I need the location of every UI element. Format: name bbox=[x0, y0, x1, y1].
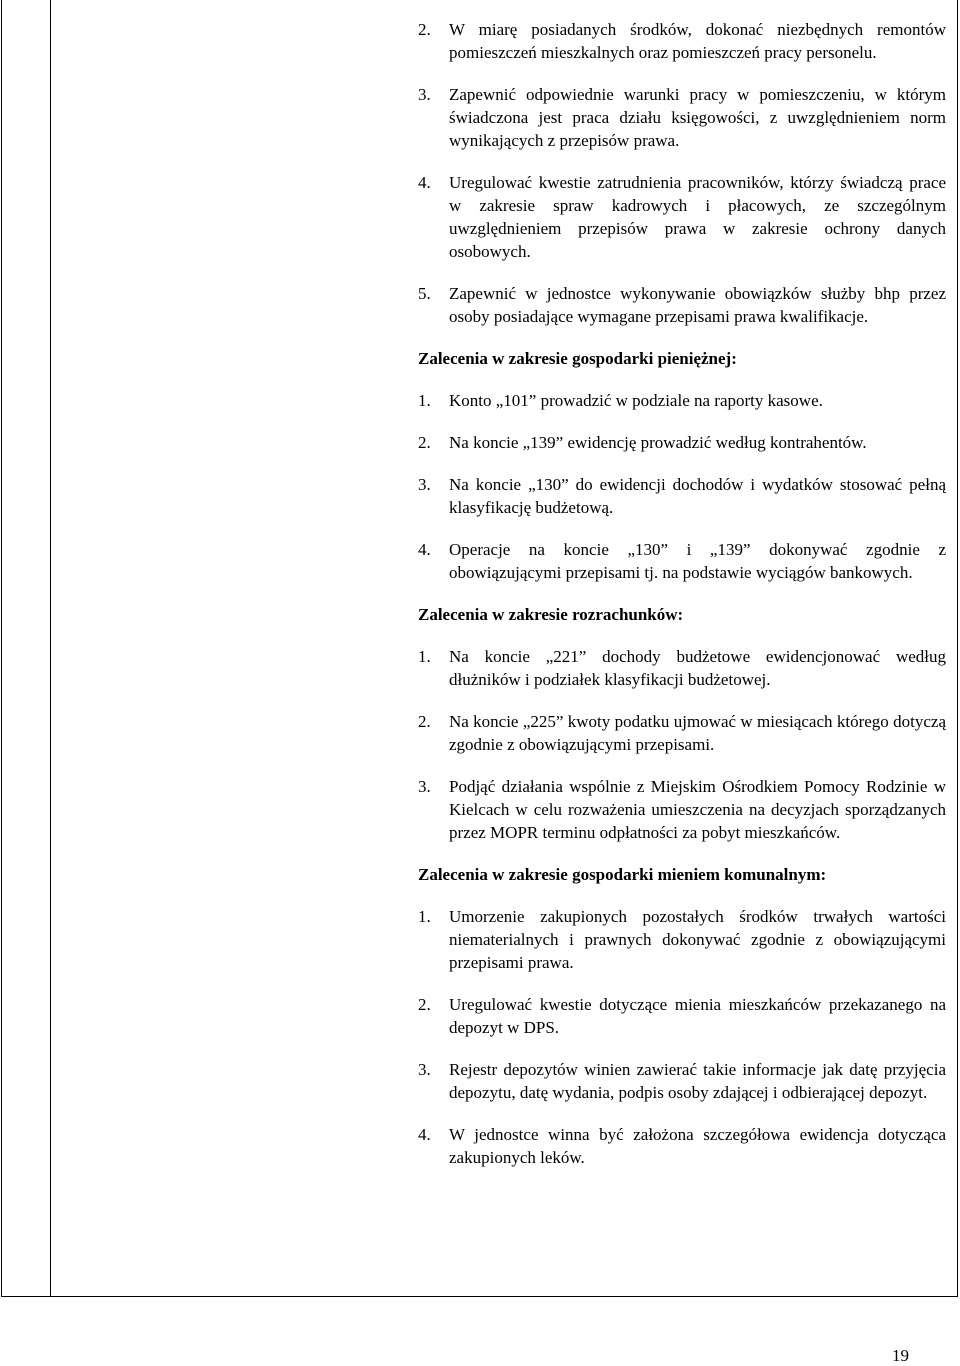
item-number: 2. bbox=[418, 20, 431, 39]
item-text: Konto „101” prowadzić w podziale na raporty kasowe. bbox=[449, 391, 823, 410]
list-item bbox=[418, 775, 946, 844]
column-divider bbox=[50, 0, 51, 1297]
list-item bbox=[418, 710, 946, 756]
list-item bbox=[418, 1058, 946, 1104]
item-text: Zapewnić w jednostce wykonywanie obowiązków służby bhp przez osoby posiadające wymagane przepisami prawa kwalifikacje. bbox=[449, 284, 946, 326]
list-item bbox=[418, 473, 946, 519]
item-number: 3. bbox=[418, 85, 431, 104]
list-item bbox=[418, 83, 946, 152]
list-item bbox=[418, 18, 946, 64]
list-item bbox=[418, 171, 946, 263]
item-number: 5. bbox=[418, 284, 431, 303]
recommendations-content bbox=[418, 18, 946, 1188]
section-heading: Zalecenia w zakresie gospodarki pieniężnej: bbox=[418, 349, 737, 368]
item-number: 4. bbox=[418, 173, 431, 192]
section-heading: Zalecenia w zakresie gospodarki mieniem komunalnym: bbox=[418, 865, 827, 884]
list-item bbox=[418, 905, 946, 974]
list-item bbox=[418, 538, 946, 584]
item-number: 3. bbox=[418, 475, 431, 494]
item-number: 4. bbox=[418, 1125, 431, 1144]
list-item bbox=[418, 1123, 946, 1169]
item-number: 2. bbox=[418, 995, 431, 1014]
item-number: 1. bbox=[418, 391, 431, 410]
item-text: W miarę posiadanych środków, dokonać niezbędnych remontów pomieszczeń mieszkalnych oraz pomieszczeń pracy personelu. bbox=[449, 20, 946, 62]
item-text: Uregulować kwestie dotyczące mienia mieszkańców przekazanego na depozyt w DPS. bbox=[449, 995, 946, 1037]
list-item bbox=[418, 389, 946, 412]
item-text: Zapewnić odpowiednie warunki pracy w pomieszczeniu, w którym świadczona jest praca działu księgowości, z uwzględnieniem norm wynikających z przepisów prawa. bbox=[449, 85, 946, 150]
item-text: Na koncie „225” kwoty podatku ujmować w miesiącach którego dotyczą zgodnie z obowiązującymi przepisami. bbox=[449, 712, 946, 754]
list-item bbox=[418, 282, 946, 328]
item-number: 4. bbox=[418, 540, 431, 559]
section-heading: Zalecenia w zakresie rozrachunków: bbox=[418, 605, 684, 624]
item-number: 1. bbox=[418, 907, 431, 926]
item-text: Operacje na koncie „130” i „139” dokonywać zgodnie z obowiązującymi przepisami tj. na podstawie wyciągów bankowych. bbox=[449, 540, 946, 582]
list-item bbox=[418, 993, 946, 1039]
item-text: Uregulować kwestie zatrudnienia pracowników, którzy świadczą prace w zakresie spraw kadrowych i płacowych, ze szczególnym uwzględnieniem przepisów prawa w zakresie ochrony danych osobowych. bbox=[449, 173, 946, 261]
item-text: Na koncie „130” do ewidencji dochodów i wydatków stosować pełną klasyfikację budżetową. bbox=[449, 475, 946, 517]
item-number: 3. bbox=[418, 1060, 431, 1079]
item-number: 3. bbox=[418, 777, 431, 796]
list-item bbox=[418, 431, 946, 454]
item-text: Rejestr depozytów winien zawierać takie informacje jak datę przyjęcia depozytu, datę wydania, podpis osoby zdającej i odbierającej depozyt. bbox=[449, 1060, 946, 1102]
item-text: Umorzenie zakupionych pozostałych środków trwałych wartości niematerialnych i prawnych dokonywać zgodnie z obowiązującymi przepisami prawa. bbox=[449, 907, 946, 972]
item-text: Podjąć działania wspólnie z Miejskim Ośrodkiem Pomocy Rodzinie w Kielcach w celu rozważenia umieszczenia na decyzjach sporządzanych przez MOPR terminu odpłatności za pobyt mieszkańców. bbox=[449, 777, 946, 842]
list-item bbox=[418, 645, 946, 691]
item-text: Na koncie „221” dochody budżetowe ewidencjonować według dłużników i podziałek klasyfikacji budżetowej. bbox=[449, 647, 946, 689]
item-number: 1. bbox=[418, 647, 431, 666]
page-number: 19 bbox=[892, 1346, 909, 1365]
item-number: 2. bbox=[418, 433, 431, 452]
item-text: Na koncie „139” ewidencję prowadzić według kontrahentów. bbox=[449, 433, 867, 452]
item-number: 2. bbox=[418, 712, 431, 731]
item-text: W jednostce winna być założona szczegółowa ewidencja dotycząca zakupionych leków. bbox=[449, 1125, 946, 1167]
